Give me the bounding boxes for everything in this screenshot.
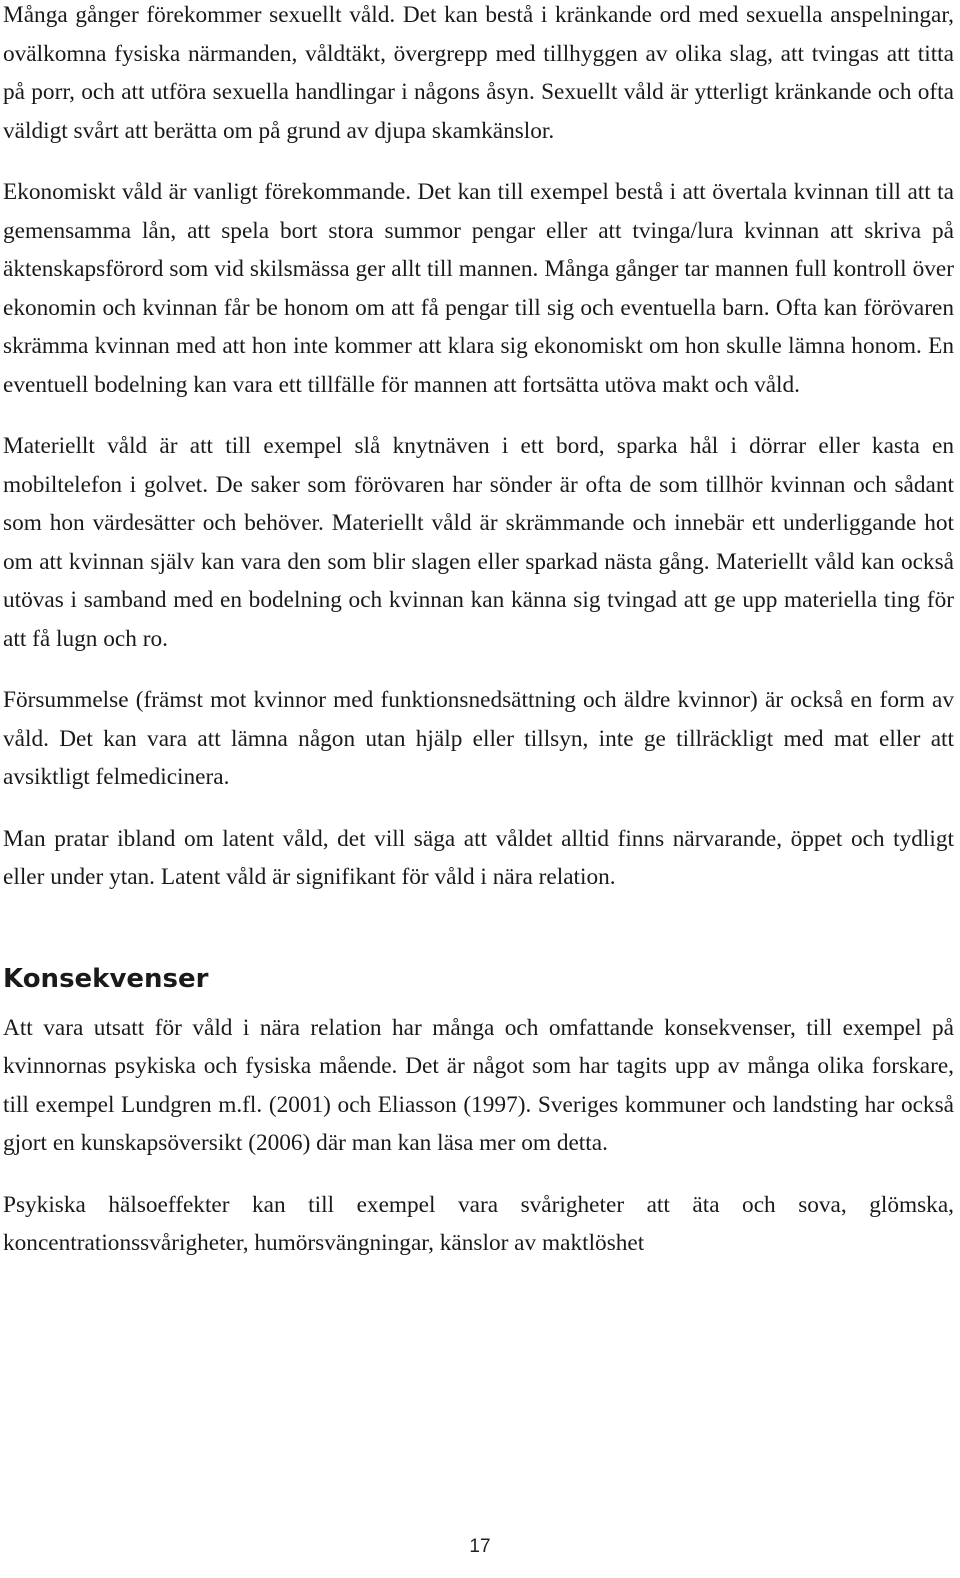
paragraph-psychological-effects: Psykiska hälsoeffekter kan till exempel vara svårigheter att äta och sova, glömska, koncentrationssvårigheter, humörsvängningar, känslor av maktlöshet xyxy=(3,1191,954,1256)
page-number: 17 xyxy=(469,1536,491,1557)
paragraph-latent-violence: Man pratar ibland om latent våld, det vill säga att våldet alltid finns närvarande, öppet och tydligt eller under ytan. Latent våld är signifikant för våld i nära relation. xyxy=(3,825,954,890)
paragraph-consequences: Att vara utsatt för våld i nära relation har många och omfattande konsekvenser, till exempel på kvinnornas psykiska och fysiska mående. Det är något som har tagits upp av många olika forskare, till exempel Lundgren m.fl. (2001) och Eliasson (1997). Sveriges kommuner och landsting har också gjort en kunskapsöversikt (2006) där man kan läsa mer om detta. xyxy=(3,1014,954,1156)
section-heading: Konsekvenser xyxy=(3,963,209,994)
paragraph-sexual-violence: Många gånger förekommer sexuellt våld. Det kan bestå i kränkande ord med sexuella anspelningar, ovälkomna fysiska närmanden, våldtäkt, övergrepp med tillhyggen av olika slag, att tvingas att titta på porr, och att utföra sexuella handlingar i någons åsyn. Sexuellt våld är ytterligt kränkande och ofta väldigt svårt att berätta om på grund av djupa skamkänslor. xyxy=(3,2,954,144)
paragraph-material-violence: Materiellt våld är att till exempel slå knytnäven i ett bord, sparka hål i dörrar eller kasta en mobiltelefon i golvet. De saker som förövaren har sönder är ofta de som tillhör kvinnan och sådant som hon värdesätter och behöver. Materiellt våld är skrämmande och innebär ett underliggande hot om att kvinnan själv kan vara den som blir slagen eller sparkad nästa gång. Materiellt våld kan också utövas i samband med en bodelning och kvinnan kan känna sig tvingad att ge upp materiella ting för att få lugn och ro. xyxy=(3,433,954,652)
paragraph-economic-violence: Ekonomiskt våld är vanligt förekommande. Det kan till exempel bestå i att övertala kvinnan till att ta gemensamma lån, att spela bort stora summor pengar eller att tvinga/lura kvinnan att skriva på äktenskapsförord som vid skilsmässa ger allt till mannen. Många gånger tar mannen full kontroll över ekonomin och kvinnan får be honom om att få pengar till sig och eventuella barn. Ofta kan förövaren skrämma kvinnan med att hon inte kommer att klara sig ekonomiskt om hon skulle lämna honom. En eventuell bodelning kan vara ett tillfälle för mannen att fortsätta utöva makt och våld. xyxy=(3,179,954,398)
paragraph-neglect: Försummelse (främst mot kvinnor med funktionsnedsättning och äldre kvinnor) är också en form av våld. Det kan vara att lämna någon utan hjälp eller tillsyn, inte ge tillräckligt med mat eller att avsiktligt felmedicinera. xyxy=(3,687,954,790)
